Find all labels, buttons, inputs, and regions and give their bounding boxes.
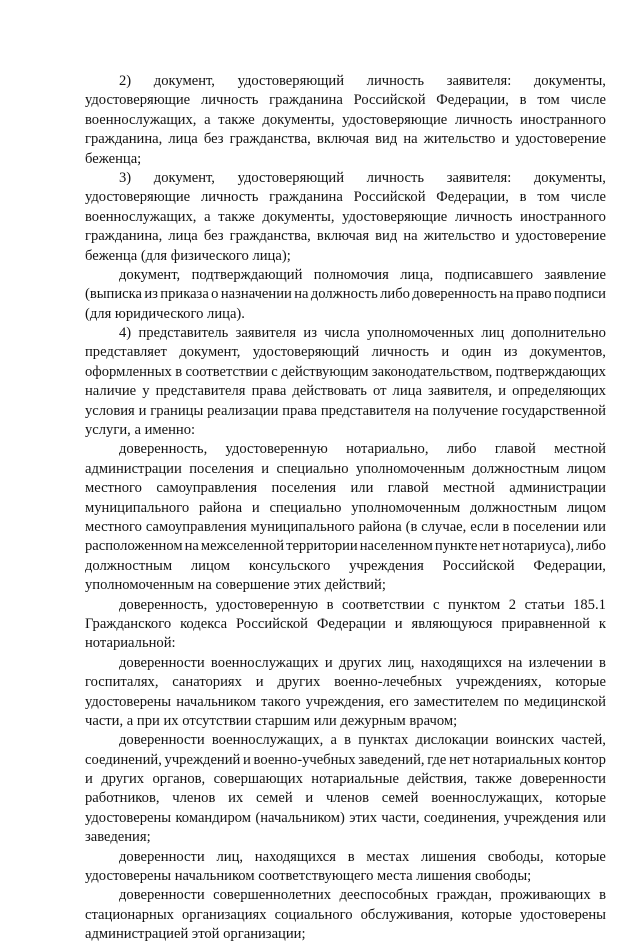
text-line: администрации поселения и специально уполномоченным должностным лицом bbox=[85, 460, 606, 477]
paragraph bbox=[85, 324, 606, 440]
text-line: документ, подтверждающий полномочия лица, подписавшего заявление bbox=[119, 266, 606, 283]
text-line: военнослужащих, а также документы, удостоверяющие личность иностранного bbox=[85, 208, 606, 225]
text-line: доверенность, удостоверенную в соответствии с пунктом 2 статьи 185.1 bbox=[119, 596, 606, 613]
text-line: гражданина, лица без гражданства, включая вид на жительство и удостоверение bbox=[85, 228, 606, 245]
paragraph bbox=[85, 596, 606, 654]
paragraph bbox=[85, 886, 606, 944]
text-line: уполномоченным на совершение этих действий; bbox=[85, 577, 386, 594]
text-line: доверенности лиц, находящихся в местах лишения свободы, которые bbox=[119, 848, 606, 865]
text-line: (для юридического лица). bbox=[85, 305, 245, 322]
text-line: доверенности военнослужащих, а в пунктах дислокации воинских частей, bbox=[119, 732, 606, 749]
text-line: беженца (для физического лица); bbox=[85, 247, 291, 264]
text-line: заведения; bbox=[85, 829, 151, 846]
text-line: доверенность, удостоверенную нотариально, либо главой местной bbox=[119, 441, 606, 458]
text-line: Гражданского кодекса Российской Федерации и являющуюся приравненной к bbox=[85, 615, 606, 632]
text-line: удостоверены начальником такого учреждения, его заместителем по медицинской bbox=[85, 693, 606, 710]
text-line: оформленных в соответствии с действующим законодательством, подтверждающих bbox=[85, 363, 606, 380]
text-line: стационарных организациях социального обслуживания, которые удостоверены bbox=[85, 906, 606, 923]
text-line: местного самоуправления поселения или главой местной администрации bbox=[85, 480, 606, 497]
text-line: удостоверяющие личность гражданина Российской Федерации, в том числе bbox=[85, 189, 606, 206]
paragraph bbox=[85, 440, 606, 595]
text-line: 3) документ, удостоверяющий личность заявителя: документы, bbox=[119, 169, 606, 186]
text-line: наличие у представителя права действовать от лица заявителя, и определяющих bbox=[85, 383, 606, 400]
text-line: части, а при их отсутствии старшим или дежурным врачом; bbox=[85, 712, 458, 729]
text-line: доверенности совершеннолетних дееспособных граждан, проживающих в bbox=[119, 887, 606, 904]
text-line: 2) документ, удостоверяющий личность заявителя: документы, bbox=[119, 73, 606, 89]
text-line: удостоверены командиром (начальником) этих части, соединения, учреждения или bbox=[85, 809, 606, 826]
text-line: беженца; bbox=[85, 150, 142, 167]
text-line: гражданина, лица без гражданства, включая вид на жительство и удостоверение bbox=[85, 131, 606, 148]
text-line: расположенном на межселенной территории населенном пункте нет нотариуса), либо bbox=[85, 538, 606, 555]
text-line: нотариальной: bbox=[85, 635, 176, 652]
text-line: госпиталях, санаториях и других военно-лечебных учреждениях, которые bbox=[85, 674, 606, 691]
text-line: военнослужащих, а также документы, удостоверяющие личность иностранного bbox=[85, 111, 606, 128]
paragraph bbox=[85, 72, 606, 169]
text-line: администрацией этой организации; bbox=[85, 926, 306, 943]
text-line: соединений, учреждений и военно-учебных заведений, где нет нотариальных контор bbox=[85, 751, 606, 768]
text-line: условия и границы реализации права представителя на получение государственной bbox=[85, 402, 606, 419]
paragraph bbox=[85, 731, 606, 847]
paragraph bbox=[85, 169, 606, 266]
text-line: местного самоуправления муниципального района (в случае, если в поселении или bbox=[85, 518, 606, 535]
paragraph bbox=[85, 848, 606, 887]
text-line: и других органов, совершающих нотариальные действия, также доверенности bbox=[85, 771, 606, 788]
paragraph bbox=[85, 654, 606, 732]
text-line: представляет документ, удостоверяющий личность и один из документов, bbox=[85, 344, 606, 361]
text-line: удостоверены начальником соответствующего места лишения свободы; bbox=[85, 868, 532, 885]
text-line: услуги, а именно: bbox=[85, 422, 196, 439]
document-page bbox=[85, 72, 606, 945]
text-line: должностным лицом консульского учреждения Российской Федерации, bbox=[85, 557, 606, 574]
text-line: (выписка из приказа о назначении на должность либо доверенность на право подписи bbox=[85, 286, 606, 303]
paragraph bbox=[85, 266, 606, 324]
text-line: удостоверяющие личность гражданина Российской Федерации, в том числе bbox=[85, 92, 606, 109]
text-line: муниципального района и специально уполномоченным должностным лицом bbox=[85, 499, 606, 516]
text-line: работников, членов их семей и членов семей военнослужащих, которые bbox=[85, 790, 606, 807]
text-line: доверенности военнослужащих и других лиц, находящихся на излечении в bbox=[119, 654, 606, 671]
text-line: 4) представитель заявителя из числа уполномоченных лиц дополнительно bbox=[119, 325, 606, 342]
